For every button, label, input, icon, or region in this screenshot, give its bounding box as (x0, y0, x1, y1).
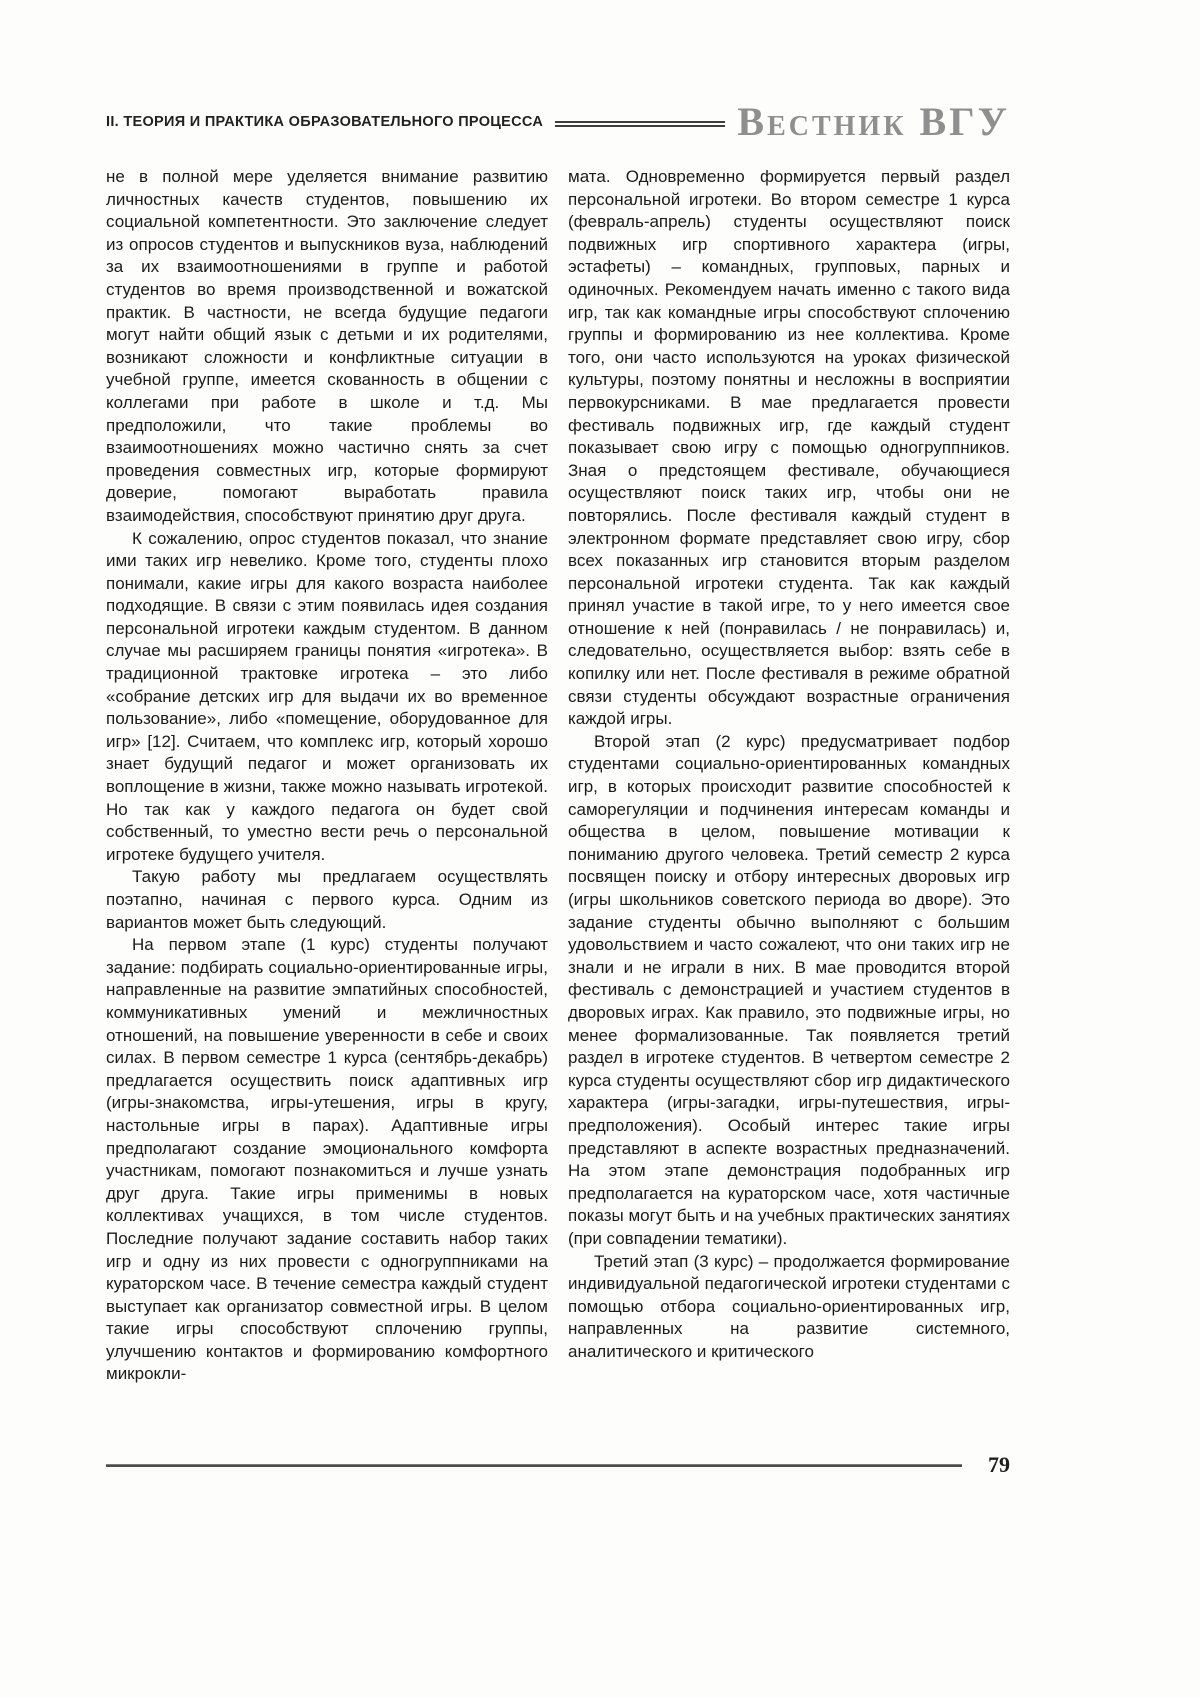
right-column (568, 166, 1010, 1386)
footer-rule (106, 1464, 962, 1467)
section-title: II. ТЕОРИЯ И ПРАКТИКА ОБРАЗОВАТЕЛЬНОГО ПРОЦЕССА (106, 114, 544, 130)
article-body (106, 166, 1010, 1386)
body-paragraph: мата. Одновременно формируется первый раздел персональной игротеки. Во втором семестре 1 курса (февраль-апрель) студенты осуществляют поиск подвижных игр спортивного характера (игры, эстафеты) – командных, групповых, парных и одиночных. Рекомендуем начать именно с такого вида игр, так как командные игры способствуют сплочению группы и формированию из нее коллектива. Кроме того, они часто используются на уроках физической культуры, поэтому понятны и несложны в восприятии первокурсниками. В мае предлагается провести фестиваль подвижных игр, где каждый студент показывает свою игру с помощью одногруппников. Зная о предстоящем фестивале, обучающиеся осуществляют поиск таких игр, чтобы они не повторялись. После фестиваля каждый студент в электронном формате представляет свою игру, сбор всех показанных игр становится вторым разделом персональной игротеки студента. Так как каждый принял участие в такой игре, то у него имеется свое отношение к ней (понравилась / не понравилась) и, следовательно, осуществляется выбор: взять себе в копилку или нет. После фестиваля в режиме обратной связи студенты обсуждают возрастные ограничения каждой игры. (568, 167, 1010, 729)
page-footer (106, 1452, 1010, 1478)
body-paragraph: Такую работу мы предлагаем осуществлять поэтапно, начиная с первого курса. Одним из вариантов может быть следующий. (106, 867, 548, 932)
body-paragraph: не в полной мере уделяется внимание развитию личностных качеств студентов, повышению их социальной компетентности. Это заключение следует из опросов студентов и выпускников вуза, наблюдений за их взаимоотношениями в группе и работой студентов во время производственной и вожатской практик. В частности, не всегда будущие педагоги могут найти общий язык с детьми и их родителями, возникают сложности и конфликтные ситуации в учебной группе, имеется скованность в общении с коллегами при работе в школе и т.д. Мы предположили, что такие проблемы во взаимоотношениях можно частично снять за счет проведения совместных игр, которые формируют доверие, помогают выработать правила взаимодействия, способствуют принятию друг друга. (106, 167, 548, 525)
left-column (106, 166, 548, 1386)
body-paragraph: Второй этап (2 курс) предусматривает подбор студентами социально-ориентированных командных игр, в которых происходит развитие способностей к саморегуляции и подчинения интересам команды и общества в целом, повышение мотивации к пониманию другого человека. Третий семестр 2 курса посвящен поиску и отбору интересных дворовых игр (игры школьников советского периода во дворе). Это задание студенты обычно выполняют с большим удовольствием и часто сожалеют, что они таких игр не знали и не играли в них. В мае проводится второй фестиваль с демонстрацией и участием студентов в дворовых играх. Как правило, это подвижные игры, но менее формализованные. Так появляется третий раздел в игротеке студентов. В четвертом семестре 2 курса студенты осуществляют сбор игр дидактического характера (игры-загадки, игры-путешествия, игры-предположения). Особый интерес такие игры представляют в аспекте возрастных предназначений. На этом этапе демонстрация подобранных игр предполагается на кураторском часе, хотя частичные показы могут быть и на учебных практических занятиях (при совпадении тематики). (568, 731, 1010, 1248)
body-paragraph: На первом этапе (1 курс) студенты получают задание: подбирать социально-ориентированные игры, направленные на развитие эмпатийных способностей, коммуникативных умений и межличностных отношений, на повышение уверенности в себе и своих силах. В первом семестре 1 курса (сентябрь-декабрь) предлагается осуществить поиск адаптивных игр (игры-знакомства, игры-утешения, игры в кругу, настольные игры в парах). Адаптивные игры предполагают создание эмоционального комфорта участникам, помогают познакомиться и лучше узнать друг друга. Такие игры применимы в новых коллективах учащихся, в том числе студентов. Последние получают задание составить набор таких игр и одну из них провести с одногруппниками на кураторском часе. В течение семестра каждый студент выступает как организатор совместной игры. В целом такие игры способствуют сплочению группы, улучшению контактов и формированию комфортного микрокли- (106, 935, 548, 1384)
header-rule (555, 121, 725, 127)
body-paragraph: Третий этап (3 курс) – продолжается формирование индивидуальной педагогической игротеки студентами с помощью отбора социально-ориентированных игр, направленных на развитие системного, аналитического и критического (568, 1251, 1010, 1361)
page-number: 79 (988, 1452, 1010, 1477)
journal-logo: Вестник ВГУ (737, 99, 1010, 144)
journal-header (106, 99, 1010, 144)
body-paragraph: К сожалению, опрос студентов показал, что знание ими таких игр невелико. Кроме того, студенты плохо понимали, какие игры для какого возраста наиболее подходящие. В связи с этим появилась идея создания персональной игротеки каждым студентом. В данном случае мы расширяем границы понятия «игротека». В традиционной трактовке игротека – это либо «собрание детских игр для выдачи их во временное пользование», либо «помещение, оборудованное для игр» [12]. Считаем, что комплекс игр, который хорошо знает будущий педагог и может организовать их воплощение в жизни, также можно называть игротекой. Но так как у каждого педагога он будет свой собственный, то уместно вести речь о персональной игротеке будущего учителя. (106, 528, 548, 864)
